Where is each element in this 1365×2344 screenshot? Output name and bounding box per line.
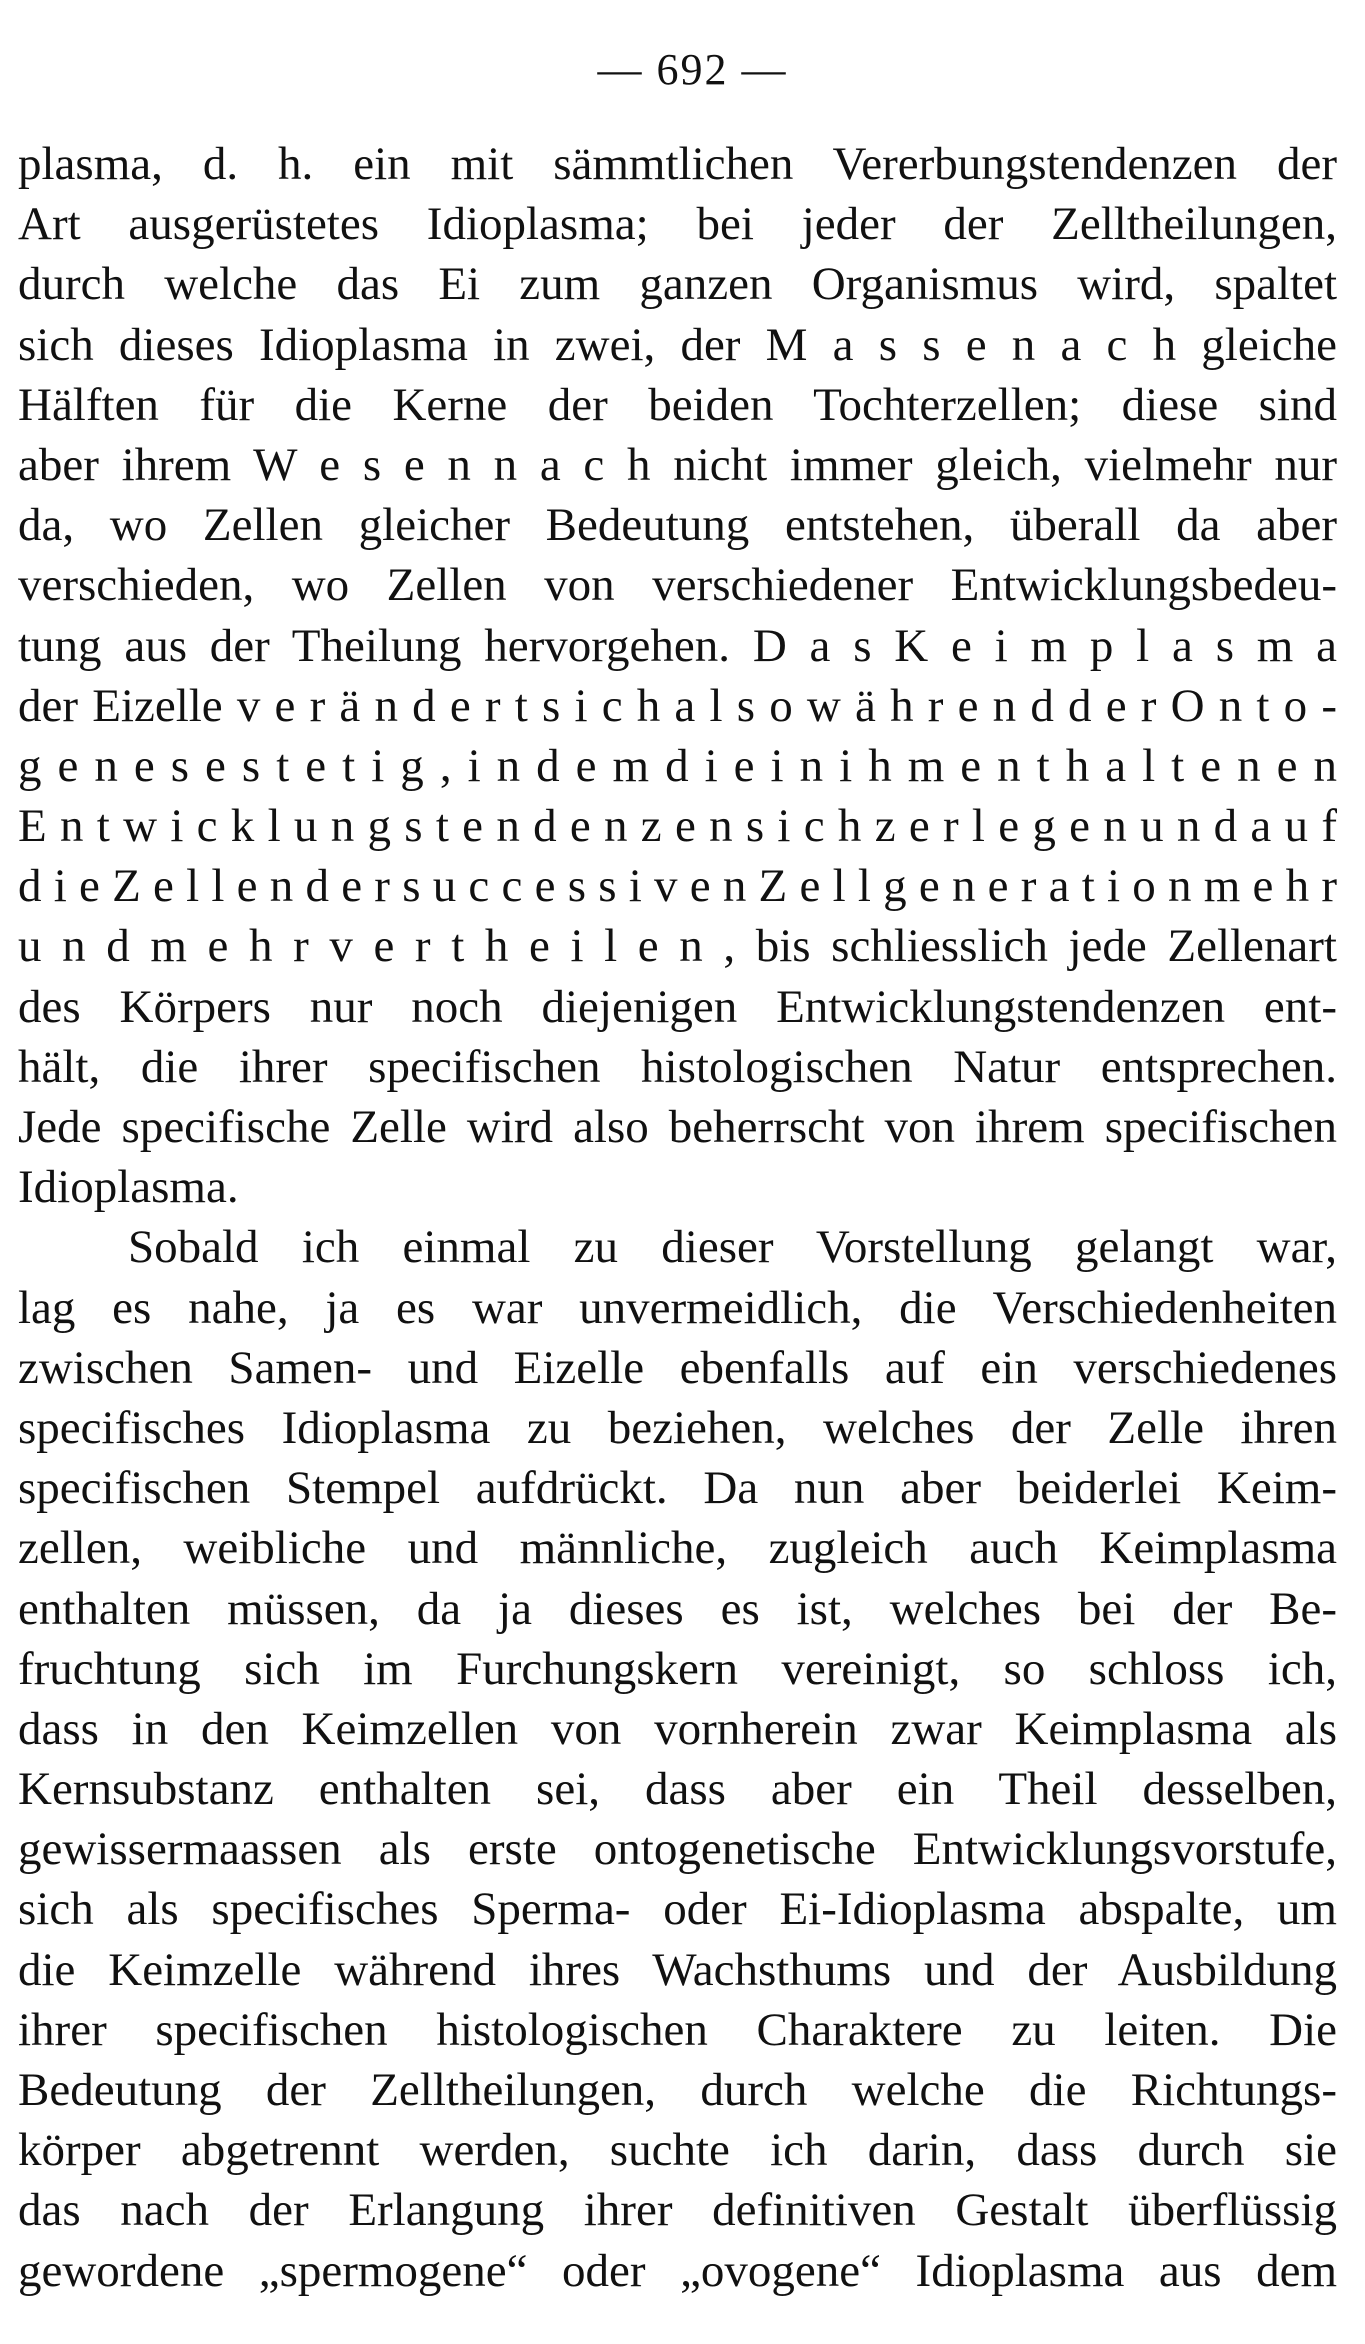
paragraph-2 xyxy=(18,1217,1337,2300)
text-line: fruchtung sich im Furchungskern vereinigt, so schloss ich, xyxy=(18,1642,1337,1695)
paragraph-1 xyxy=(18,134,1337,1217)
text-line: g e n e s e s t e t i g , i n d e m d i e i n i h m e n t h a l t e n e n xyxy=(18,739,1337,792)
text-line: des Körpers nur noch diejenigen Entwicklungstendenzen ent- xyxy=(18,980,1337,1033)
text-line: aber ihrem W e s e n n a c h nicht immer gleich, vielmehr nur xyxy=(18,438,1337,491)
text-line: das nach der Erlangung ihrer definitiven Gestalt überflüssig xyxy=(18,2184,1337,2237)
text-line: zwischen Samen- und Eizelle ebenfalls auf ein verschiedenes xyxy=(18,1341,1337,1394)
text-line: specifisches Idioplasma zu beziehen, welches der Zelle ihren xyxy=(18,1401,1337,1454)
text-line: Idioplasma. xyxy=(18,1161,239,1214)
text-line: E n t w i c k l u n g s t e n d e n z e n s i c h z e r l e g e n u n d a u f xyxy=(18,800,1337,853)
text-line: körper abgetrennt werden, suchte ich darin, dass durch sie xyxy=(18,2124,1337,2177)
text-line: specifischen Stempel aufdrückt. Da nun aber beiderlei Keim- xyxy=(18,1462,1337,1515)
text-line: Art ausgerüstetes Idioplasma; bei jeder der Zelltheilungen, xyxy=(18,198,1337,251)
text-line: sich als specifisches Sperma- oder Ei-Idioplasma abspalte, um xyxy=(18,1883,1337,1936)
text-line: sich dieses Idioplasma in zwei, der M a s s e n a c h gleiche xyxy=(18,318,1337,371)
text-line: Sobald ich einmal zu dieser Vorstellung gelangt war, xyxy=(128,1221,1337,1274)
text-line: lag es nahe, ja es war unvermeidlich, die Verschiedenheiten xyxy=(18,1281,1337,1334)
text-line: u n d m e h r v e r t h e i l e n , bis schliesslich jede Zellenart xyxy=(18,920,1337,973)
text-line: die Keimzelle während ihres Wachsthums und der Ausbildung xyxy=(18,1943,1337,1996)
text-line: verschieden, wo Zellen von verschiedener Entwicklungsbedeu- xyxy=(18,559,1337,612)
text-line: Kernsubstanz enthalten sei, dass aber ein Theil desselben, xyxy=(18,1763,1337,1816)
text-line: gewissermaassen als erste ontogenetische Entwicklungsvorstufe, xyxy=(18,1823,1337,1876)
text-line: Hälften für die Kerne der beiden Tochterzellen; diese sind xyxy=(18,378,1337,431)
text-line: enthalten müssen, da ja dieses es ist, welches bei der Be- xyxy=(18,1582,1337,1635)
text-line: gewordene „spermogene“ oder „ovogene“ Idioplasma aus dem xyxy=(18,2244,1337,2297)
page-number: — 692 — xyxy=(597,45,788,94)
text-line: dass in den Keimzellen von vornherein zwar Keimplasma als xyxy=(18,1702,1337,1755)
text-line: da, wo Zellen gleicher Bedeutung entstehen, überall da aber xyxy=(18,499,1337,552)
text-line: d i e Z e l l e n d e r s u c c e s s i v e n Z e l l g e n e r a t i o n m e h r xyxy=(18,860,1337,913)
text-line: zellen, weibliche und männliche, zugleich auch Keimplasma xyxy=(18,1522,1337,1575)
text-line: tung aus der Theilung hervorgehen. D a s K e i m p l a s m a xyxy=(18,619,1337,672)
text-line: ihrer specifischen histologischen Charaktere zu leiten. Die xyxy=(18,2003,1337,2056)
text-line: hält, die ihrer specifischen histologischen Natur entsprechen. xyxy=(18,1040,1337,1093)
text-line: durch welche das Ei zum ganzen Organismus wird, spaltet xyxy=(18,258,1337,311)
text-line: der Eizelle v e r ä n d e r t s i c h a l s o w ä h r e n d d e r O n t o - xyxy=(18,679,1337,732)
text-line: Jede specifische Zelle wird also beherrscht von ihrem specifischen xyxy=(18,1101,1337,1153)
text-line: Bedeutung der Zelltheilungen, durch welche die Richtungs- xyxy=(18,2064,1337,2116)
text-line: plasma, d. h. ein mit sämmtlichen Vererbungstendenzen der xyxy=(18,138,1337,190)
